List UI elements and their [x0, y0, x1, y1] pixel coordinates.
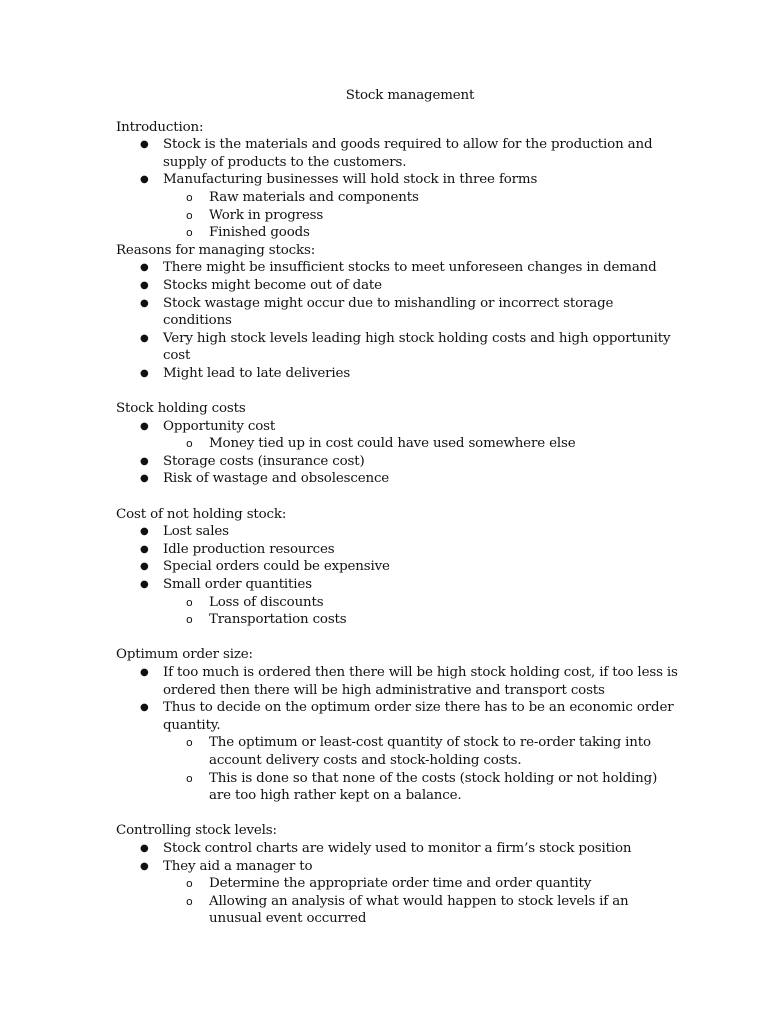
- sub-list-item-text: Transportation costs: [209, 612, 347, 628]
- sub-list-item-text: Allowing an analysis of what would happen to stock levels if an unusual event occurred: [209, 893, 629, 927]
- list-item-text: Special orders could be expensive: [163, 559, 390, 575]
- hollow-bullet-icon: o: [186, 613, 193, 627]
- list-item-text: Stock control charts are widely used to monitor a firm’s stock position: [163, 840, 632, 856]
- bullet-icon: ●: [140, 420, 149, 432]
- sub-list-item-text: The optimum or least-cost quantity of stock to re-order taking into account delivery costs and stock-holding costs.: [209, 735, 651, 768]
- hollow-bullet-icon: o: [186, 437, 193, 451]
- bullet-icon: ●: [140, 543, 149, 555]
- hollow-bullet-icon: o: [186, 877, 193, 891]
- paragraph-spacer: [116, 629, 678, 647]
- hollow-bullet-icon: o: [186, 595, 193, 609]
- sub-list-item-text: This is done so that none of the costs (stock holding or not holding) are too high rather kept on a balance.: [209, 770, 658, 804]
- list-item-text: Stock is the materials and goods required to allow for the production and supply of products to the customers.: [163, 137, 653, 170]
- hollow-bullet-icon: o: [186, 208, 193, 222]
- list-item: [116, 523, 678, 541]
- list-item-text: Stock wastage might occur due to mishandling or incorrect storage conditions: [163, 295, 614, 329]
- sub-list-item: [116, 611, 678, 629]
- list-item: [116, 541, 678, 559]
- list-item: [116, 699, 678, 734]
- sub-list-item-text: Money tied up in cost could have used somewhere else: [209, 436, 576, 452]
- list-item: [116, 277, 678, 295]
- hollow-bullet-icon: o: [186, 190, 193, 204]
- bullet-icon: ●: [140, 667, 149, 678]
- section-heading: Controlling stock levels:: [116, 823, 277, 839]
- list-item: [116, 259, 678, 277]
- list-item: [116, 470, 678, 488]
- sub-list-item-text: Raw materials and components: [209, 189, 419, 205]
- sub-list-item: [116, 734, 678, 769]
- document-title: Stock management: [345, 88, 475, 103]
- bullet-icon: ●: [140, 262, 149, 274]
- list-item-text: There might be insufficient stocks to meet unforeseen changes in demand: [163, 260, 657, 276]
- section-heading: Introduction:: [116, 119, 204, 135]
- list-item-text: Small order quantities: [163, 577, 312, 593]
- list-item: [116, 295, 678, 330]
- list-item-text: Stocks might become out of date: [163, 277, 382, 293]
- paragraph-spacer: [116, 805, 678, 823]
- list-item-text: Manufacturing businesses will hold stock in three forms: [163, 172, 538, 188]
- document-body: [116, 119, 678, 928]
- list-item: [116, 418, 678, 436]
- sub-list-item: [116, 435, 678, 453]
- section-heading: Optimum order size:: [116, 647, 253, 663]
- bullet-list: [116, 418, 678, 488]
- bullet-icon: ●: [140, 860, 149, 872]
- sub-list-item-text: Finished goods: [209, 225, 310, 241]
- bullet-icon: ●: [140, 174, 149, 186]
- sub-list-item: [116, 224, 678, 242]
- section-heading: Stock holding costs: [116, 401, 246, 417]
- sub-list-item: [116, 594, 678, 612]
- sub-list-item-text: Determine the appropriate order time and order quantity: [209, 876, 592, 892]
- bullet-icon: ●: [140, 332, 149, 344]
- paragraph-spacer: [116, 383, 678, 401]
- bullet-icon: ●: [140, 279, 149, 291]
- hollow-bullet-icon: o: [186, 894, 193, 908]
- hollow-bullet-icon: o: [186, 736, 193, 750]
- bullet-icon: ●: [140, 561, 149, 573]
- bullet-list: [116, 259, 678, 382]
- bullet-icon: ●: [140, 297, 149, 309]
- sub-list-item: [116, 189, 678, 207]
- list-item: [116, 365, 678, 383]
- bullet-icon: ●: [140, 702, 149, 714]
- bullet-list: [116, 136, 678, 242]
- list-item-text: Very high stock levels leading high stock holding costs and high opportunity cost: [163, 330, 671, 364]
- list-item: [116, 171, 678, 189]
- sub-list-item-text: Loss of discounts: [209, 594, 324, 610]
- list-item-text: If too much is ordered then there will be high stock holding cost, if too less is ordered then there will be high administrative and transport costs: [163, 665, 678, 698]
- list-item: [116, 840, 678, 858]
- bullet-icon: ●: [140, 579, 149, 591]
- section-heading: Reasons for managing stocks:: [116, 242, 316, 258]
- sub-list-item: [116, 207, 678, 225]
- sub-list-item: [116, 875, 678, 893]
- hollow-bullet-icon: o: [186, 771, 193, 785]
- bullet-icon: ●: [140, 139, 149, 151]
- bullet-icon: ●: [140, 455, 149, 467]
- list-item-text: They aid a manager to: [163, 858, 313, 874]
- list-item-text: Idle production resources: [163, 541, 335, 557]
- list-item: [116, 558, 678, 576]
- paragraph-spacer: [116, 488, 678, 506]
- bullet-list: [116, 523, 678, 629]
- bullet-icon: ●: [140, 526, 149, 538]
- list-item: [116, 136, 678, 171]
- bullet-icon: ●: [140, 842, 149, 854]
- list-item-text: Storage costs (insurance cost): [163, 453, 365, 469]
- list-item-text: Opportunity cost: [163, 418, 276, 434]
- section-heading: Cost of not holding stock:: [116, 506, 287, 522]
- bullet-list: [116, 840, 678, 928]
- list-item-text: Lost sales: [163, 524, 229, 540]
- list-item: [116, 453, 678, 471]
- sub-list-item: [116, 770, 678, 805]
- list-item: [116, 664, 678, 699]
- hollow-bullet-icon: o: [186, 226, 193, 240]
- sub-list-item: [116, 893, 678, 928]
- bullet-list: [116, 664, 678, 805]
- bullet-icon: ●: [140, 367, 149, 379]
- sub-list-item-text: Work in progress: [209, 207, 324, 223]
- list-item: [116, 330, 678, 365]
- list-item: [116, 858, 678, 876]
- list-item-text: Risk of wastage and obsolescence: [163, 471, 390, 487]
- list-item-text: Might lead to late deliveries: [163, 365, 351, 381]
- bullet-icon: ●: [140, 473, 149, 485]
- list-item: [116, 576, 678, 594]
- list-item-text: Thus to decide on the optimum order size there has to be an economic order quantity.: [163, 700, 674, 733]
